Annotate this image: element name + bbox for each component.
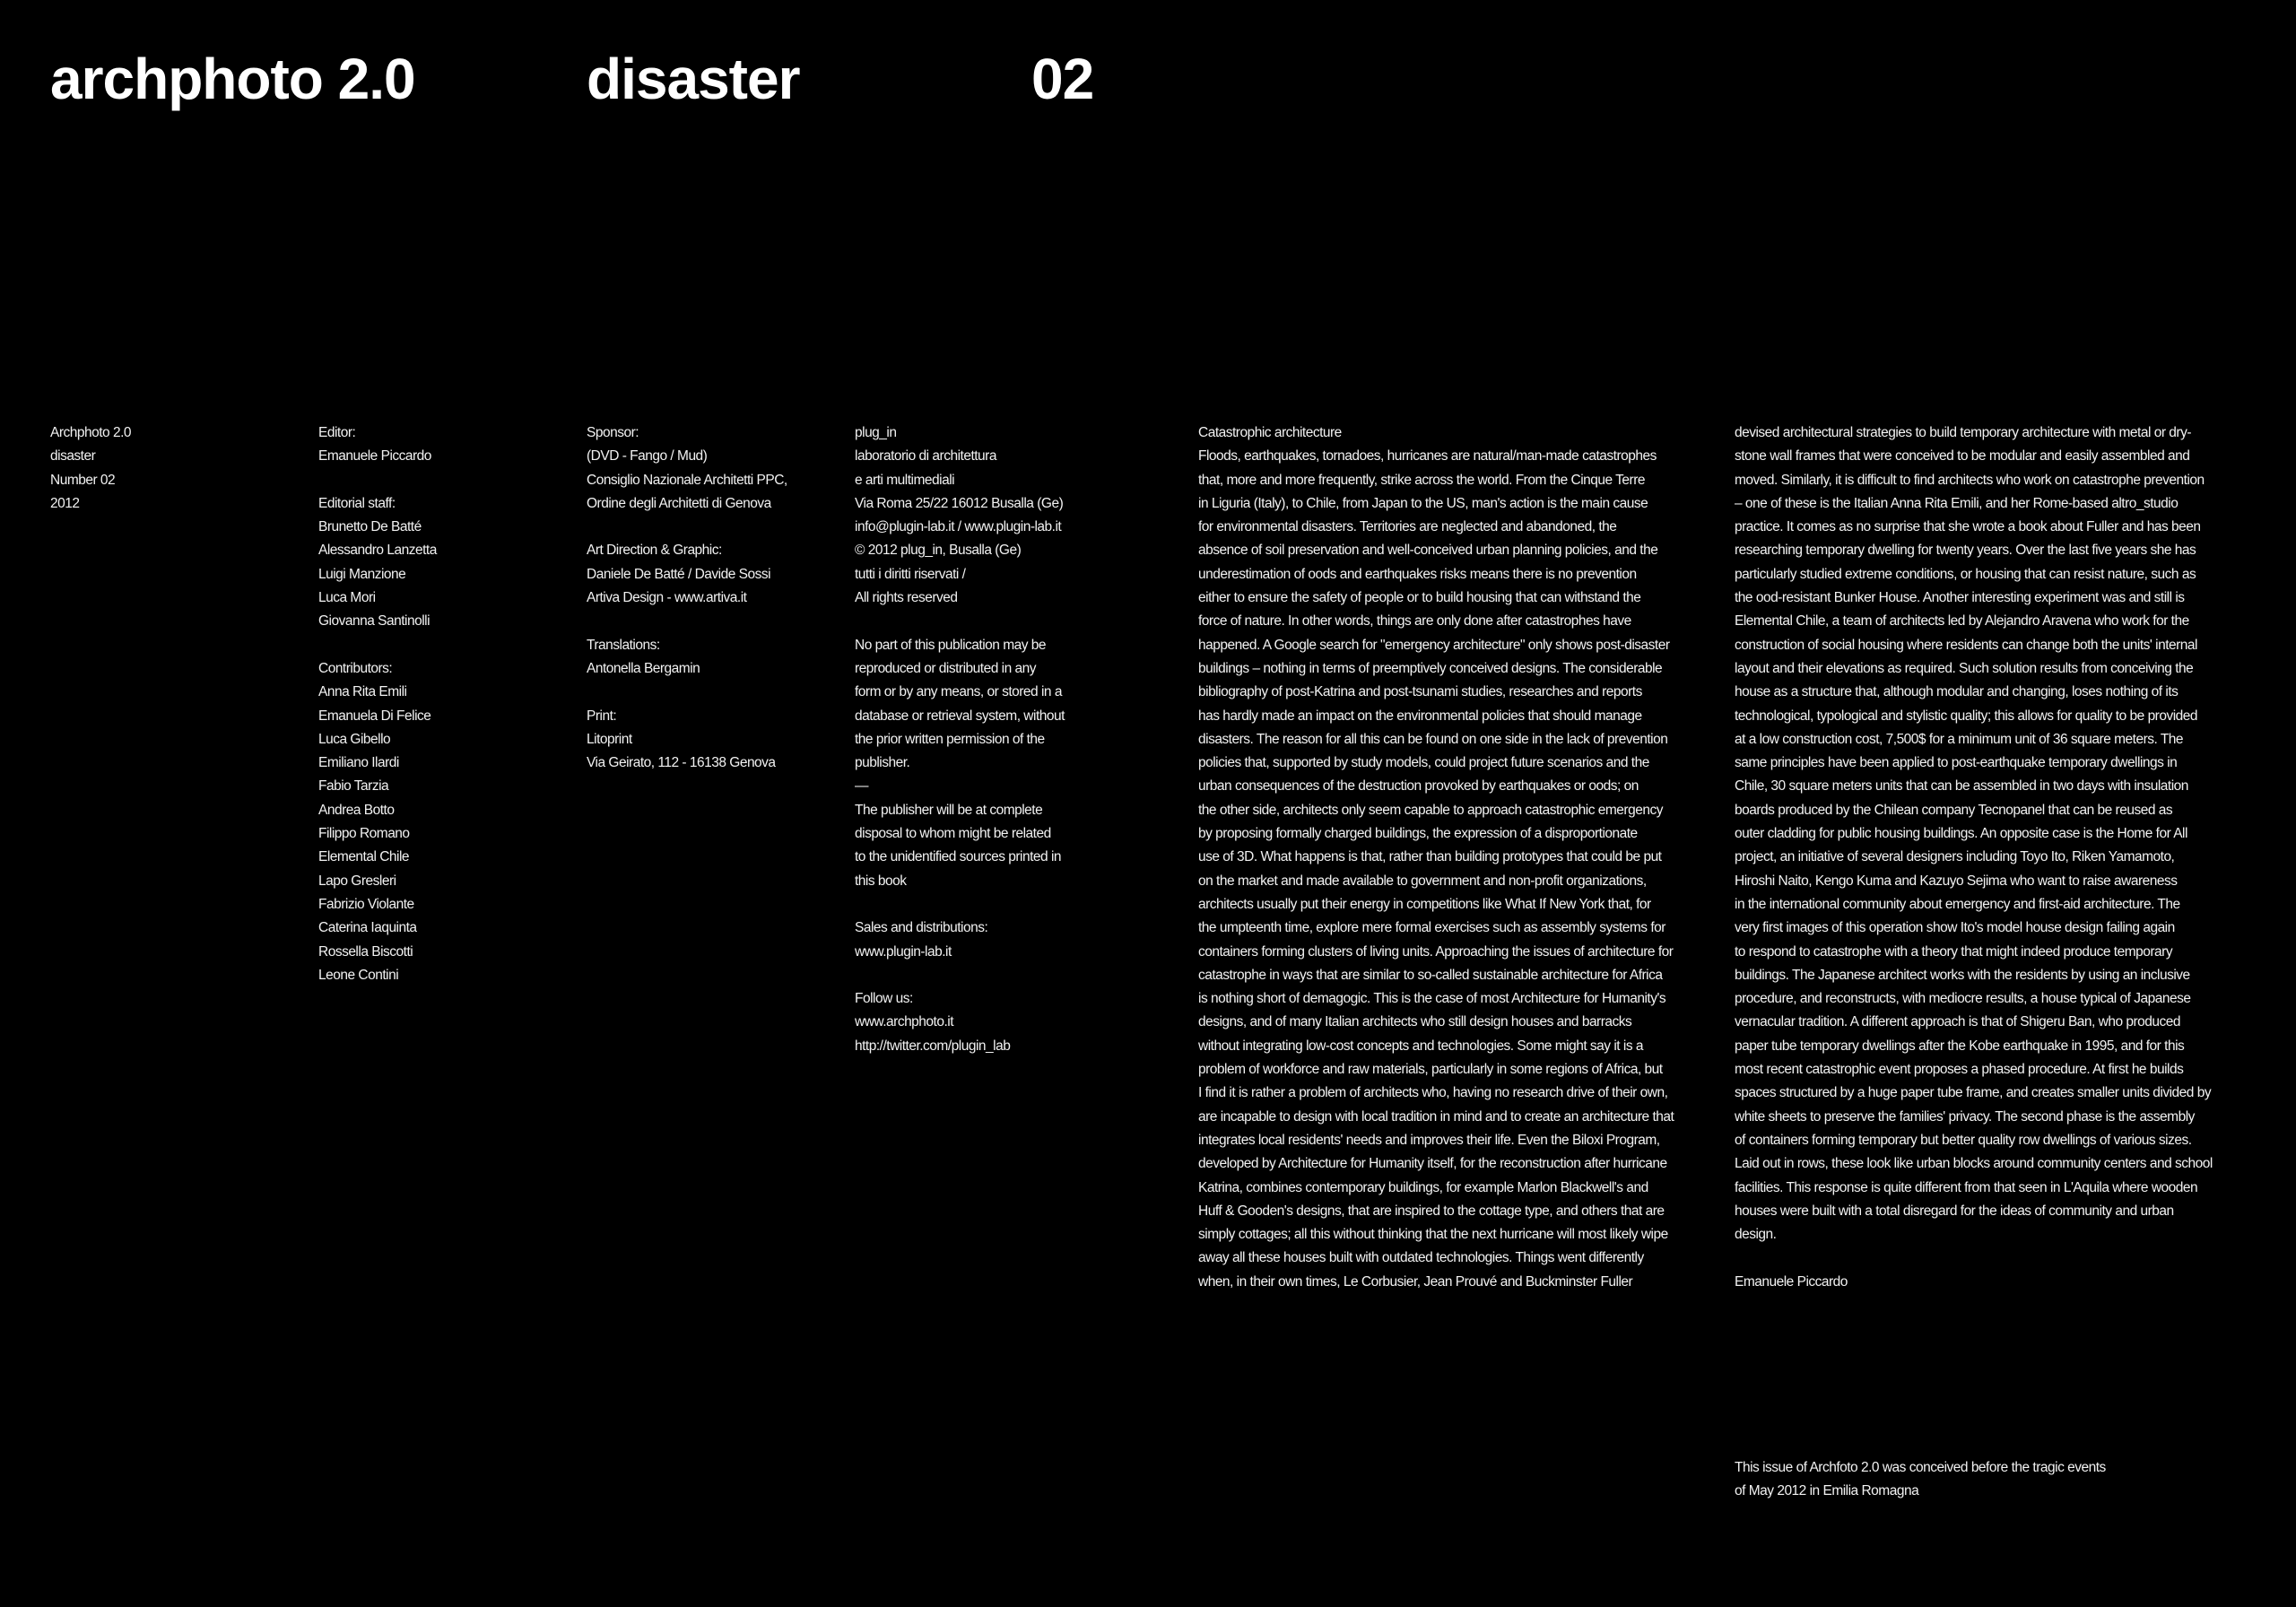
text-line: Via Roma 25/22 16012 Busalla (Ge) [855,495,1064,511]
text-line: Emanuele Piccardo [1735,1273,1848,1290]
text-line: boards produced by the Chilean company Tecnopanel that can be reused as [1735,802,2173,818]
text-line: tutti i diritti riservati / [855,566,966,582]
text-line: Consiglio Nazionale Architetti PPC, [587,472,787,488]
text-line: catastrophe in ways that are similar to so-called sustainable architecture for Africa [1198,967,1663,983]
text-line: www.archphoto.it [855,1014,954,1030]
text-line: researching temporary dwelling for twenty years. Over the last five years she has [1735,543,2196,559]
text-line: use of 3D. What happens is that, rather than building prototypes that could be put [1198,849,1662,865]
text-line: I find it is rather a problem of architects who, having no research drive of their own, [1198,1085,1668,1101]
text-line: to the unidentified sources printed in [855,849,1062,865]
text-line [587,516,787,539]
text-line: devised architectural strategies to build temporary architecture with metal or dry- [1735,425,2191,440]
text-line: construction of social housing where residents can change both the units' internal [1735,637,2197,653]
text-line: Antonella Bergamin [587,660,700,676]
text-line: – one of these is the Italian Anna Rita Emili, and her Rome-based altro_studio [1735,495,2179,511]
text-line [855,964,1065,987]
text-line: absence of soil preservation and well-conceived urban planning policies, and the [1198,543,1658,559]
text-line: Emiliano Ilardi [318,755,399,771]
text-line: Art Direction & Graphic: [587,543,722,559]
text-line: Number 02 [50,472,116,488]
text-line: Huff & Gooden's designs, that are inspired to the cottage type, and others that are [1198,1203,1665,1219]
text-line: — [855,778,868,795]
text-line: stone wall frames that were conceived to be modular and easily assembled and [1735,448,2190,465]
text-line: Hiroshi Naito, Kengo Kuma and Kazuyo Sejima who want to raise awareness [1735,873,2178,889]
issue-number: 02 [1031,47,1094,111]
text-line: laboratorio di architettura [855,448,996,465]
text-line: the prior written permission of the [855,731,1045,747]
text-line: publisher. [855,755,910,771]
text-line: Luca Gibello [318,731,391,747]
text-line: moved. Similarly, it is difficult to find architects who work on catastrophe prevention [1735,472,2205,488]
text-line: plug_in [855,425,897,440]
text-line: Filippo Romano [318,826,410,842]
text-line: info@plugin-lab.it / www.plugin-lab.it [855,519,1062,535]
text-line: without integrating low-cost concepts and technologies. Some might say it is a [1198,1038,1644,1054]
text-line: Fabio Tarzia [318,778,389,795]
text-line: developed by Architecture for Humanity itself, for the reconstruction after hurricane [1198,1156,1667,1172]
text-line: in Liguria (Italy), to Chile, from Japan to the US, man's action is the main cause [1198,495,1648,511]
text-line: Laid out in rows, these look like urban blocks around community centers and school [1735,1156,2213,1172]
text-line: away all these houses built with outdated technologies. Things went differently [1198,1250,1644,1266]
text-line: same principles have been applied to post-earthquake temporary dwellings in [1735,755,2178,771]
text-line: Emanuele Piccardo [318,448,431,465]
text-line: Artiva Design - www.artiva.it [587,590,747,606]
text-line: project, an initiative of several designers including Toyo Ito, Riken Yamamoto, [1735,849,2175,865]
text-line: Litoprint [587,731,632,747]
text-line: of May 2012 in Emilia Romagna [1735,1483,1919,1499]
text-line: that, more and more frequently, strike across the world. From the Cinque Terre [1198,472,1645,488]
text-line: bibliography of post-Katrina and post-tsunami studies, researches and reports [1198,684,1642,700]
text-line: Katrina, combines contemporary buildings, for example Marlon Blackwell's and [1198,1179,1648,1195]
text-line: on the market and made available to government and non-profit organizations, [1198,873,1647,889]
text-line: very first images of this operation show Ito's model house design failing again [1735,920,2175,936]
text-line: disposal to whom might be related [855,826,1051,842]
text-line: Elemental Chile, a team of architects led by Alejandro Aravena who work for the [1735,613,2189,630]
text-line: Chile, 30 square meters units that can be assembled in two days with insulation [1735,778,2188,795]
text-line: reproduced or distributed in any [855,660,1036,676]
text-line: Fabrizio Violante [318,896,414,912]
text-line: particularly studied extreme conditions, or housing that can resist nature, such as [1735,566,2196,582]
text-line: form or by any means, or stored in a [855,684,1062,700]
text-line: the other side, architects only seem capable to approach catastrophic emergency [1198,802,1663,818]
editorial-staff-column [318,421,437,987]
text-line: www.plugin-lab.it [855,943,952,960]
text-line: This issue of Archfoto 2.0 was conceived before the tragic events [1735,1460,2106,1475]
text-line: integrates local residents' needs and improves their life. Even the Biloxi Program, [1198,1132,1660,1148]
essay-column-1 [1198,421,1718,1294]
text-line: designs, and of many Italian architects who still design houses and barracks [1198,1014,1632,1030]
text-line: (DVD - Fango / Mud) [587,448,708,465]
text-line: architects usually put their energy in competitions like What If New York that, for [1198,896,1651,912]
text-line: is nothing short of demagogic. This is the case of most Architecture for Humanity's [1198,991,1666,1007]
text-line: by proposing formally charged buildings, the expression of a disproportionate [1198,826,1638,842]
text-line: paper tube temporary dwellings after the Kobe earthquake in 1995, and for this [1735,1038,2185,1054]
text-line: Follow us: [855,991,913,1007]
text-line [1735,1247,2255,1270]
text-line [855,893,1065,916]
text-line: outer cladding for public housing buildings. An opposite case is the Home for All [1735,826,2187,842]
text-line: facilities. This response is quite different from that seen in L'Aquila where wooden [1735,1179,2198,1195]
text-line: Sales and distributions: [855,920,988,936]
text-line: vernacular tradition. A different approach is that of Shigeru Ban, who produced [1735,1014,2181,1030]
text-line: Translations: [587,637,660,653]
text-line: has hardly made an impact on the environmental policies that should manage [1198,708,1642,724]
text-line: house as a structure that, although modular and changing, loses nothing of its [1735,684,2179,700]
text-line [587,610,787,633]
text-line: Leone Contini [318,967,399,983]
essay-column-2 [1735,421,2255,1294]
text-line: Editor: [318,425,356,440]
text-line: http://twitter.com/plugin_lab [855,1038,1011,1054]
text-line: No part of this publication may be [855,637,1047,653]
text-line: buildings – nothing in terms of preemptively conceived designs. The considerable [1198,660,1663,676]
text-line: Andrea Botto [318,802,395,818]
text-line: in the international community about emergency and first-aid architecture. The [1735,896,2180,912]
text-line: Luca Mori [318,590,376,606]
publisher-info-column [855,421,1065,1058]
text-line: Anna Rita Emili [318,684,407,700]
text-line: Via Geirato, 112 - 16138 Genova [587,755,776,771]
issue-theme: disaster [587,47,800,111]
text-line: Daniele De Batté / Davide Sossi [587,566,771,582]
text-line: happened. A Google search for "emergency architecture" only shows post-disaster [1198,637,1670,653]
text-line: © 2012 plug_in, Busalla (Ge) [855,543,1022,559]
text-line: of containers forming temporary but better quality row dwellings of various sizes. [1735,1132,2192,1148]
text-line: Brunetto De Batté [318,519,422,535]
text-line: disaster [50,448,96,465]
text-line: All rights reserved [855,590,958,606]
text-line: e arti multimediali [855,472,955,488]
text-line: Giovanna Santinolli [318,613,430,630]
text-line: most recent catastrophic event proposes a phased procedure. At first he builds [1735,1062,2184,1078]
text-line: Emanuela Di Felice [318,708,431,724]
text-line: Editorial staff: [318,495,396,511]
text-line: 2012 [50,495,80,511]
text-line: underestimation of oods and earthquakes risks means there is no prevention [1198,566,1637,582]
text-line: Alessandro Lanzetta [318,543,437,559]
sponsor-credits-column [587,421,787,775]
text-line: to respond to catastrophe with a theory that might indeed produce temporary [1735,943,2173,960]
text-line: practice. It comes as no surprise that she wrote a book about Fuller and has been [1735,519,2201,535]
text-line: Floods, earthquakes, tornadoes, hurricanes are natural/man-made catastrophes [1198,448,1657,465]
publication-title: archphoto 2.0 [50,47,415,111]
text-line [318,469,437,492]
text-line: Print: [587,708,617,724]
text-line: simply cottages; all this without thinking that the next hurricane will most likely wipe [1198,1227,1668,1243]
text-line: policies that, supported by study models, could project future scenarios and the [1198,755,1649,771]
text-line: at a low construction cost, 7,500$ for a minimum unit of 36 square meters. The [1735,731,2184,747]
text-line: database or retrieval system, without [855,708,1065,724]
text-line: the umpteenth time, explore mere formal exercises such as assembly systems for [1198,920,1665,936]
text-line: Ordine degli Architetti di Genova [587,495,771,511]
text-line: Contributors: [318,660,393,676]
text-line: this book [855,873,907,889]
text-line: buildings. The Japanese architect works with the residents by using an inclusive [1735,967,2190,983]
text-line: when, in their own times, Le Corbusier, Jean Prouvé and Buckminster Fuller [1198,1273,1633,1290]
text-line: are incapable to design with local tradition in mind and to create an architecture that [1198,1108,1674,1125]
text-line: technological, typological and stylistic quality; this allows for quality to be provided [1735,708,2198,724]
text-line: containers forming clusters of living units. Approaching the issues of architecture for [1198,943,1674,960]
text-line: force of nature. In other words, things are only done after catastrophes have [1198,613,1631,630]
text-line [318,634,437,657]
issue-info-column [50,421,131,516]
text-line: the ood-resistant Bunker House. Another interesting experiment was and still is [1735,590,2185,606]
text-line: houses were built with a total disregard for the ideas of community and urban [1735,1203,2174,1219]
text-line: urban consequences of the destruction provoked by earthquakes or oods; on [1198,778,1639,795]
text-line: Elemental Chile [318,849,410,865]
text-line: spaces structured by a huge paper tube frame, and creates smaller units divided by [1735,1085,2212,1101]
text-line: Luigi Manzione [318,566,406,582]
text-line: procedure, and reconstructs, with mediocre results, a house typical of Japanese [1735,991,2191,1007]
text-line: for environmental disasters. Territories are neglected and abandoned, the [1198,519,1617,535]
masthead [0,43,2296,115]
text-line: design. [1735,1227,1777,1243]
text-line: Sponsor: [587,425,639,440]
text-line: Rossella Biscotti [318,943,413,960]
text-line: disasters. The reason for all this can be found on one side in the lack of prevention [1198,731,1668,747]
text-line: Catastrophic architecture [1198,425,1342,440]
text-line: Caterina Iaquinta [318,920,417,936]
text-line [587,681,787,704]
text-line: layout and their elevations as required. Such solution results from conceiving the [1735,660,2194,676]
text-line: Archphoto 2.0 [50,425,132,440]
text-line: white sheets to preserve the families' privacy. The second phase is the assembly [1735,1108,2195,1125]
text-line: problem of workforce and raw materials, particularly in some regions of Africa, but [1198,1062,1663,1078]
text-line: Lapo Gresleri [318,873,396,889]
text-line: The publisher will be at complete [855,802,1043,818]
text-line [855,610,1065,633]
text-line: either to ensure the safety of people or to build housing that can withstand the [1198,590,1641,606]
issue-footnote [1735,1456,2106,1504]
